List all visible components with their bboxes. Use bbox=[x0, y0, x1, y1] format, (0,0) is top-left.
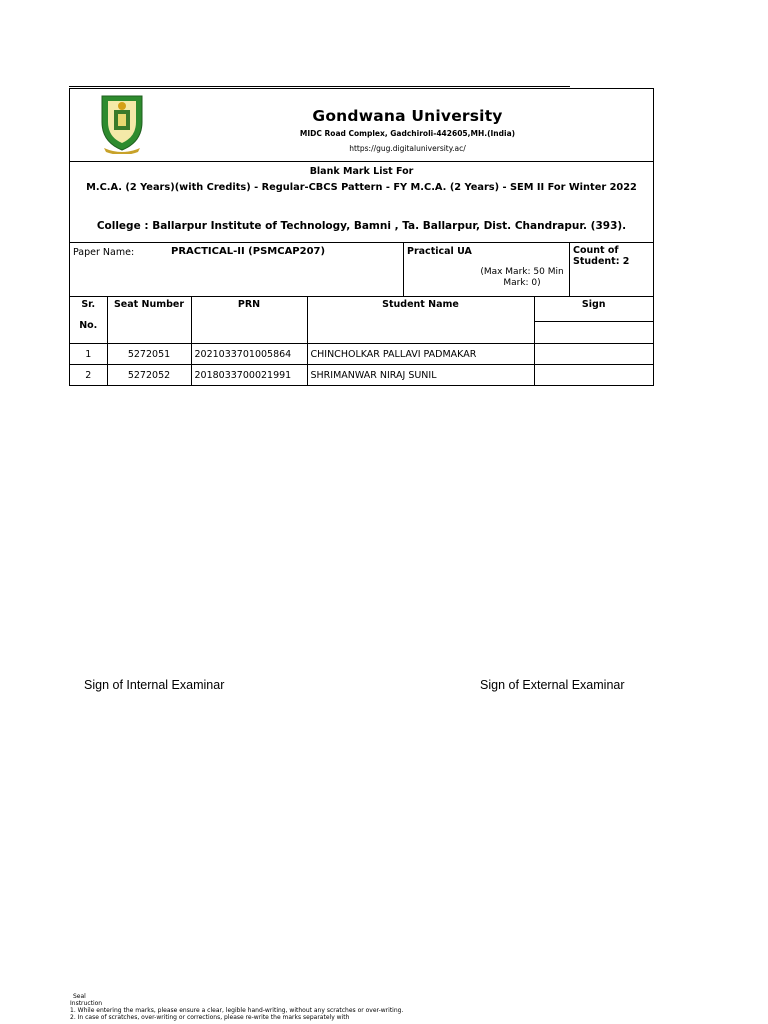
column-header-seat: Seat Number bbox=[107, 297, 191, 344]
sign-subheader bbox=[534, 322, 653, 344]
cell-name: SHRIMANWAR NIRAJ SUNIL bbox=[307, 365, 534, 386]
mark-list-sheet bbox=[69, 88, 654, 386]
cell-seat: 5272051 bbox=[107, 344, 191, 365]
paper-info-row bbox=[70, 243, 653, 297]
cell-prn: 2018033700021991 bbox=[191, 365, 307, 386]
column-header-prn: PRN bbox=[191, 297, 307, 344]
cell-sign bbox=[534, 344, 653, 365]
table-row bbox=[70, 344, 653, 365]
university-name: Gondwana University bbox=[312, 107, 503, 125]
university-address: MIDC Road Complex, Gadchiroli-442605,MH.(India) bbox=[299, 129, 516, 138]
college-name: College : Ballarpur Institute of Technology, Bamni , Ta. Ballarpur, Dist. Chandrapur. (393). bbox=[96, 220, 627, 232]
footer-instructions bbox=[70, 993, 403, 1021]
divider bbox=[569, 243, 570, 296]
instruction-line-2: 2. In case of scratches, over-writing or corrections, please re-write the marks separately with bbox=[70, 1014, 350, 1021]
max-min-mark: (Max Mark: 50 Min Mark: 0) bbox=[480, 267, 564, 288]
cell-name: CHINCHOLKAR PALLAVI PADMAKAR bbox=[307, 344, 534, 365]
seal-label: Seal bbox=[73, 993, 86, 1000]
table-header-row bbox=[70, 297, 653, 322]
university-header bbox=[70, 89, 653, 162]
header-sr-label: Sr. bbox=[81, 299, 96, 310]
paper-name-value: PRACTICAL-II (PSMCAP207) bbox=[171, 246, 326, 257]
cell-sign bbox=[534, 365, 653, 386]
instruction-label: Instruction bbox=[70, 1000, 103, 1007]
university-url: https://gug.digitaluniversity.ac/ bbox=[349, 144, 466, 153]
student-count: Count of Student: 2 bbox=[573, 245, 630, 267]
top-rule bbox=[69, 86, 570, 87]
column-header-name: Student Name bbox=[307, 297, 534, 344]
column-header-sr bbox=[70, 297, 107, 344]
instruction-line-1: 1. While entering the marks, please ensure a clear, legible hand-writing, without any scratches or over-writing. bbox=[70, 1007, 404, 1014]
paper-name-label: Paper Name: bbox=[73, 247, 135, 258]
cell-prn: 2021033701005864 bbox=[191, 344, 307, 365]
blank-mark-list-title: Blank Mark List For bbox=[309, 166, 414, 177]
cell-sr: 1 bbox=[70, 344, 107, 365]
course-title: M.C.A. (2 Years)(with Credits) - Regular-CBCS Pattern - FY M.C.A. (2 Years) - SEM II For Winter 2022 bbox=[86, 182, 637, 193]
cell-sr: 2 bbox=[70, 365, 107, 386]
header-no-label: No. bbox=[79, 320, 98, 331]
paper-type: Practical UA bbox=[407, 246, 472, 257]
table-row bbox=[70, 365, 653, 386]
column-header-sign: Sign bbox=[534, 297, 653, 322]
title-block bbox=[70, 162, 653, 243]
divider bbox=[403, 243, 404, 296]
cell-seat: 5272052 bbox=[107, 365, 191, 386]
internal-examiner-sign: Sign of Internal Examinar bbox=[84, 678, 225, 692]
external-examiner-sign: Sign of External Examinar bbox=[480, 678, 625, 692]
marks-table bbox=[70, 297, 653, 385]
